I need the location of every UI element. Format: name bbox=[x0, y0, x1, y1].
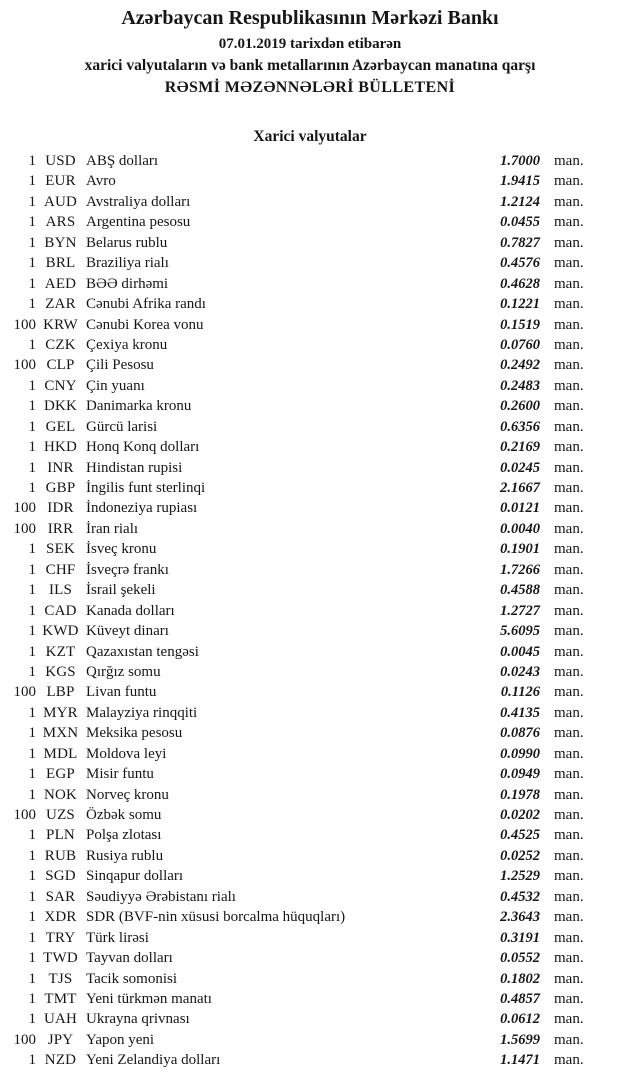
currency-rate-row bbox=[0, 478, 620, 498]
unit-label: man. bbox=[554, 377, 584, 394]
currency-rate-row bbox=[0, 1050, 620, 1070]
currency-rate-row bbox=[0, 907, 620, 927]
unit-label: man. bbox=[554, 643, 584, 660]
currency-rate-row bbox=[0, 294, 620, 314]
currency-rate-row bbox=[0, 580, 620, 600]
currency-code: CZK bbox=[45, 336, 76, 353]
rate-value: 0.1978 bbox=[500, 786, 540, 803]
currency-code: SGD bbox=[45, 868, 76, 885]
unit-label: man. bbox=[554, 663, 584, 680]
currency-rate-row bbox=[0, 396, 620, 416]
currency-name: Avstraliya dolları bbox=[86, 193, 191, 210]
unit-label: man. bbox=[554, 418, 584, 435]
rate-value: 0.0121 bbox=[500, 500, 540, 517]
currency-quantity: 1 bbox=[28, 541, 36, 558]
currency-quantity: 1 bbox=[28, 766, 36, 783]
rate-value: 0.0552 bbox=[500, 950, 540, 967]
rate-value: 0.1802 bbox=[500, 970, 540, 987]
currency-code: TJS bbox=[48, 970, 73, 987]
unit-label: man. bbox=[554, 316, 584, 333]
rate-value: 1.2124 bbox=[500, 193, 540, 210]
unit-label: man. bbox=[554, 214, 584, 231]
currency-quantity: 1 bbox=[28, 990, 36, 1007]
unit-label: man. bbox=[554, 336, 584, 353]
unit-label: man. bbox=[554, 275, 584, 292]
unit-label: man. bbox=[554, 786, 584, 803]
unit-label: man. bbox=[554, 234, 584, 251]
page-title: Azərbaycan Respublikasının Mərkəzi Bankı bbox=[121, 7, 499, 29]
currency-name: Çili Pesosu bbox=[86, 357, 154, 374]
currency-name: Ukrayna qrivnası bbox=[86, 1011, 190, 1028]
currency-quantity: 1 bbox=[28, 173, 36, 190]
currency-rate-row bbox=[0, 785, 620, 805]
currency-rates-table bbox=[0, 151, 620, 1071]
currency-name: Hindistan rupisi bbox=[86, 459, 183, 476]
currency-code: KGS bbox=[45, 663, 76, 680]
currency-name: Tayvan dolları bbox=[86, 950, 173, 967]
currency-name: Küveyt dinarı bbox=[86, 623, 169, 640]
currency-quantity: 1 bbox=[28, 234, 36, 251]
currency-code: NOK bbox=[43, 786, 78, 803]
currency-name: Livan funtu bbox=[86, 684, 157, 701]
currency-code: GEL bbox=[45, 418, 76, 435]
currency-name: Gürcü larisi bbox=[86, 418, 158, 435]
currency-name: ABŞ dolları bbox=[86, 153, 159, 169]
currency-rate-row bbox=[0, 560, 620, 580]
rate-value: 0.4525 bbox=[500, 827, 540, 844]
currency-quantity: 100 bbox=[13, 357, 36, 374]
currency-name: Yapon yeni bbox=[86, 1031, 155, 1048]
currency-quantity: 1 bbox=[28, 786, 36, 803]
section-title-foreign-currencies: Xarici valyutalar bbox=[253, 128, 367, 145]
currency-code: KRW bbox=[43, 316, 78, 333]
unit-label: man. bbox=[554, 398, 584, 415]
currency-code: DKK bbox=[43, 398, 78, 415]
rate-value: 0.4135 bbox=[500, 704, 540, 721]
unit-label: man. bbox=[554, 909, 584, 926]
currency-code: TWD bbox=[43, 950, 78, 967]
currency-rate-row bbox=[0, 621, 620, 641]
rate-value: 1.2727 bbox=[500, 602, 540, 619]
rate-value: 0.0876 bbox=[500, 725, 540, 742]
currency-code: MDL bbox=[43, 745, 78, 762]
currency-code: SAR bbox=[45, 888, 76, 905]
unit-label: man. bbox=[554, 480, 584, 496]
currency-rate-row bbox=[0, 744, 620, 764]
currency-name: Çin yuanı bbox=[86, 377, 145, 394]
currency-rate-row bbox=[0, 948, 620, 968]
rate-value: 0.2492 bbox=[500, 357, 540, 374]
unit-label: man. bbox=[554, 193, 584, 210]
rate-value: 2.3643 bbox=[500, 909, 540, 926]
currency-quantity: 1 bbox=[28, 153, 36, 169]
currency-rate-row bbox=[0, 1009, 620, 1029]
currency-name: Meksika pesosu bbox=[86, 725, 183, 742]
currency-rate-row bbox=[0, 825, 620, 845]
rate-value: 0.0252 bbox=[500, 847, 540, 864]
currency-rate-row bbox=[0, 703, 620, 723]
currency-quantity: 1 bbox=[28, 296, 36, 313]
rate-value: 0.4588 bbox=[500, 582, 540, 599]
currency-rate-row bbox=[0, 458, 620, 478]
unit-label: man. bbox=[554, 255, 584, 272]
currency-name: Argentina pesosu bbox=[86, 214, 191, 231]
unit-label: man. bbox=[554, 357, 584, 374]
currency-code: XDR bbox=[44, 909, 77, 926]
rate-value: 0.4857 bbox=[500, 990, 540, 1007]
currency-quantity: 1 bbox=[28, 602, 36, 619]
rate-value: 0.0245 bbox=[500, 459, 540, 476]
rate-value: 0.0949 bbox=[500, 766, 540, 783]
currency-rate-row bbox=[0, 171, 620, 191]
currency-code: BRL bbox=[45, 255, 76, 272]
currency-rate-row bbox=[0, 601, 620, 621]
currency-code: MXN bbox=[42, 725, 79, 742]
currency-name: Danimarka kronu bbox=[86, 398, 192, 415]
currency-code: CLP bbox=[46, 357, 75, 374]
currency-code: SEK bbox=[46, 541, 75, 558]
currency-quantity: 1 bbox=[28, 275, 36, 292]
currency-quantity: 1 bbox=[28, 193, 36, 210]
currency-name: Kanada dolları bbox=[86, 602, 175, 619]
currency-quantity: 1 bbox=[28, 459, 36, 476]
unit-label: man. bbox=[554, 1011, 584, 1028]
currency-name: Cənubi Afrika randı bbox=[86, 296, 206, 313]
currency-rate-row bbox=[0, 662, 620, 682]
currency-code: UAH bbox=[43, 1011, 78, 1028]
rate-value: 2.1667 bbox=[500, 480, 540, 496]
currency-code: ZAR bbox=[45, 296, 76, 313]
unit-label: man. bbox=[554, 439, 584, 456]
unit-label: man. bbox=[554, 704, 584, 721]
effective-date-line: 07.01.2019 tarixdən etibarən bbox=[218, 36, 402, 52]
currency-code: GBP bbox=[45, 480, 76, 496]
rate-value: 0.1519 bbox=[500, 316, 540, 333]
unit-label: man. bbox=[554, 888, 584, 905]
currency-name: Türk lirəsi bbox=[86, 929, 149, 946]
currency-quantity: 1 bbox=[28, 623, 36, 640]
currency-name: Sinqapur dolları bbox=[86, 868, 184, 885]
unit-label: man. bbox=[554, 1052, 584, 1069]
currency-quantity: 1 bbox=[28, 950, 36, 967]
unit-label: man. bbox=[554, 807, 584, 823]
currency-quantity: 1 bbox=[28, 214, 36, 231]
currency-name: Belarus rublu bbox=[86, 234, 168, 251]
currency-quantity: 1 bbox=[28, 888, 36, 905]
currency-name: Tacik somonisi bbox=[86, 970, 178, 987]
unit-label: man. bbox=[554, 827, 584, 844]
rate-value: 0.4576 bbox=[500, 255, 540, 272]
currency-rate-row bbox=[0, 253, 620, 273]
currency-code: JPY bbox=[47, 1031, 74, 1048]
currency-quantity: 1 bbox=[28, 377, 36, 394]
rate-value: 1.7266 bbox=[500, 561, 540, 578]
currency-code: CAD bbox=[44, 602, 77, 619]
currency-rate-row bbox=[0, 315, 620, 335]
rate-value: 0.0202 bbox=[500, 807, 540, 823]
rate-value: 1.7000 bbox=[500, 153, 540, 169]
unit-label: man. bbox=[554, 623, 584, 640]
unit-label: man. bbox=[554, 459, 584, 476]
currency-rate-row bbox=[0, 274, 620, 294]
rate-value: 0.0990 bbox=[500, 745, 540, 762]
rate-value: 0.2600 bbox=[500, 398, 540, 415]
currency-rate-row bbox=[0, 764, 620, 784]
currency-name: BƏƏ dirhəmi bbox=[86, 275, 169, 292]
rate-value: 0.0760 bbox=[500, 336, 540, 353]
currency-name: Moldova leyi bbox=[86, 745, 167, 762]
currency-code: EGP bbox=[46, 766, 75, 783]
currency-quantity: 1 bbox=[28, 439, 36, 456]
currency-rate-row bbox=[0, 928, 620, 948]
currency-quantity: 1 bbox=[28, 847, 36, 864]
currency-name: Yeni türkmən manatı bbox=[86, 990, 212, 1007]
unit-label: man. bbox=[554, 500, 584, 517]
currency-rate-row bbox=[0, 233, 620, 253]
currency-quantity: 100 bbox=[13, 520, 36, 537]
rate-value: 0.0612 bbox=[500, 1011, 540, 1028]
currency-rate-row bbox=[0, 682, 620, 702]
unit-label: man. bbox=[554, 847, 584, 864]
currency-rate-row bbox=[0, 437, 620, 457]
rate-value: 1.2529 bbox=[500, 868, 540, 885]
currency-rate-row bbox=[0, 1030, 620, 1050]
unit-label: man. bbox=[554, 582, 584, 599]
currency-quantity: 1 bbox=[28, 929, 36, 946]
unit-label: man. bbox=[554, 970, 584, 987]
unit-label: man. bbox=[554, 745, 584, 762]
currency-name: İndoneziya rupiası bbox=[86, 500, 198, 517]
currency-name: İsveç kronu bbox=[86, 541, 157, 558]
currency-quantity: 1 bbox=[28, 868, 36, 885]
rate-value: 0.6356 bbox=[500, 418, 540, 435]
currency-code: USD bbox=[45, 153, 76, 169]
unit-label: man. bbox=[554, 990, 584, 1007]
currency-code: ILS bbox=[48, 582, 73, 599]
unit-label: man. bbox=[554, 950, 584, 967]
currency-quantity: 100 bbox=[13, 316, 36, 333]
currency-quantity: 100 bbox=[13, 1031, 36, 1048]
currency-rate-row bbox=[0, 642, 620, 662]
unit-label: man. bbox=[554, 868, 584, 885]
currency-quantity: 1 bbox=[28, 663, 36, 680]
currency-name: Avro bbox=[86, 173, 116, 190]
currency-code: IDR bbox=[47, 500, 74, 517]
unit-label: man. bbox=[554, 153, 584, 169]
currency-name: SDR (BVF-nin xüsusi borcalma hüquqları) bbox=[86, 909, 346, 926]
currency-code: TMT bbox=[44, 990, 77, 1007]
currency-name: Polşa zlotası bbox=[86, 827, 162, 844]
currency-code: MYR bbox=[43, 704, 78, 721]
currency-name: Braziliya rialı bbox=[86, 255, 169, 272]
currency-name: İsveçrə frankı bbox=[86, 561, 169, 578]
currency-name: Honq Konq dolları bbox=[86, 439, 200, 456]
currency-rate-row bbox=[0, 212, 620, 232]
currency-name: Misir funtu bbox=[86, 766, 154, 783]
currency-name: Qazaxıstan tengəsi bbox=[86, 643, 199, 660]
rate-value: 0.0045 bbox=[500, 643, 540, 660]
currency-code: CNY bbox=[44, 377, 77, 394]
currency-code: KWD bbox=[42, 623, 79, 640]
currency-rate-row bbox=[0, 335, 620, 355]
rate-value: 0.0243 bbox=[500, 663, 540, 680]
unit-label: man. bbox=[554, 929, 584, 946]
rate-value: 5.6095 bbox=[500, 623, 540, 640]
currency-code: LBP bbox=[46, 684, 75, 701]
rate-value: 0.1221 bbox=[500, 296, 540, 313]
currency-rate-row bbox=[0, 969, 620, 989]
currency-code: BYN bbox=[44, 234, 77, 251]
rate-value: 0.4628 bbox=[500, 275, 540, 292]
currency-quantity: 1 bbox=[28, 745, 36, 762]
currency-name: Səudiyyə Ərəbistanı rialı bbox=[86, 888, 236, 905]
bulletin-subtitle: xarici valyutaların və bank metallarının Azərbaycan manatına qarşı bbox=[84, 57, 536, 74]
currency-rate-row bbox=[0, 723, 620, 743]
currency-rate-row bbox=[0, 989, 620, 1009]
unit-label: man. bbox=[554, 561, 584, 578]
currency-name: Malayziya rinqqiti bbox=[86, 704, 198, 721]
unit-label: man. bbox=[554, 296, 584, 313]
unit-label: man. bbox=[554, 602, 584, 619]
currency-code: KZT bbox=[45, 643, 76, 660]
currency-code: RUB bbox=[44, 847, 77, 864]
rate-value: 1.1471 bbox=[500, 1052, 540, 1069]
rate-value: 0.3191 bbox=[500, 929, 540, 946]
currency-rate-row bbox=[0, 417, 620, 437]
currency-quantity: 1 bbox=[28, 643, 36, 660]
rate-value: 1.9415 bbox=[500, 173, 540, 190]
currency-rate-row bbox=[0, 519, 620, 539]
currency-name: İngilis funt sterlinqi bbox=[86, 480, 206, 496]
currency-quantity: 1 bbox=[28, 255, 36, 272]
rate-value: 0.1126 bbox=[500, 684, 540, 701]
rate-value: 0.2483 bbox=[500, 377, 540, 394]
currency-rate-row bbox=[0, 887, 620, 907]
rate-value: 0.7827 bbox=[500, 234, 540, 251]
currency-rate-row bbox=[0, 151, 620, 171]
currency-quantity: 1 bbox=[28, 1011, 36, 1028]
currency-code: HKD bbox=[43, 439, 78, 456]
rate-value: 0.2169 bbox=[500, 439, 540, 456]
currency-name: Norveç kronu bbox=[86, 786, 169, 803]
rate-value: 1.5699 bbox=[500, 1031, 540, 1048]
currency-rate-row bbox=[0, 866, 620, 886]
currency-code: PLN bbox=[46, 827, 75, 844]
bulletin-title: RƏSMİ MƏZƏNNƏLƏRİ BÜLLETENİ bbox=[164, 79, 456, 96]
currency-rate-row bbox=[0, 355, 620, 375]
currency-rate-row bbox=[0, 498, 620, 518]
currency-code: CHF bbox=[45, 561, 76, 578]
unit-label: man. bbox=[554, 725, 584, 742]
currency-quantity: 1 bbox=[28, 398, 36, 415]
currency-code: ARS bbox=[45, 214, 76, 231]
currency-quantity: 1 bbox=[28, 1052, 36, 1069]
currency-code: INR bbox=[47, 459, 74, 476]
currency-rate-row bbox=[0, 846, 620, 866]
unit-label: man. bbox=[554, 1031, 584, 1048]
unit-label: man. bbox=[554, 173, 584, 190]
currency-rate-row bbox=[0, 376, 620, 396]
currency-quantity: 1 bbox=[28, 561, 36, 578]
rate-value: 0.0040 bbox=[500, 520, 540, 537]
currency-quantity: 1 bbox=[28, 582, 36, 599]
currency-name: Özbək somu bbox=[86, 807, 162, 823]
currency-rate-row bbox=[0, 192, 620, 212]
rate-value: 0.4532 bbox=[500, 888, 540, 905]
currency-code: NZD bbox=[44, 1052, 77, 1069]
currency-quantity: 1 bbox=[28, 480, 36, 496]
currency-rate-row bbox=[0, 539, 620, 559]
currency-code: EUR bbox=[45, 173, 76, 190]
currency-name: Cənubi Korea vonu bbox=[86, 316, 204, 333]
currency-quantity: 1 bbox=[28, 970, 36, 987]
unit-label: man. bbox=[554, 766, 584, 783]
currency-quantity: 100 bbox=[13, 684, 36, 701]
currency-quantity: 100 bbox=[13, 500, 36, 517]
rate-value: 0.1901 bbox=[500, 541, 540, 558]
currency-name: Rusiya rublu bbox=[86, 847, 164, 864]
currency-code: UZS bbox=[46, 807, 75, 823]
currency-code: AED bbox=[44, 275, 77, 292]
currency-quantity: 1 bbox=[28, 725, 36, 742]
currency-quantity: 100 bbox=[13, 807, 36, 823]
currency-quantity: 1 bbox=[28, 336, 36, 353]
unit-label: man. bbox=[554, 520, 584, 537]
unit-label: man. bbox=[554, 684, 584, 701]
currency-code: IRR bbox=[47, 520, 74, 537]
currency-quantity: 1 bbox=[28, 418, 36, 435]
rate-value: 0.0455 bbox=[500, 214, 540, 231]
currency-name: Yeni Zelandiya dolları bbox=[86, 1052, 221, 1069]
currency-code: AUD bbox=[43, 193, 78, 210]
currency-name: İsrail şekeli bbox=[86, 582, 156, 599]
currency-quantity: 1 bbox=[28, 704, 36, 721]
currency-name: Çexiya kronu bbox=[86, 336, 168, 353]
currency-quantity: 1 bbox=[28, 909, 36, 926]
currency-quantity: 1 bbox=[28, 827, 36, 844]
unit-label: man. bbox=[554, 541, 584, 558]
currency-name: İran rialı bbox=[86, 520, 139, 537]
currency-name: Qırğız somu bbox=[86, 663, 161, 680]
currency-code: TRY bbox=[45, 929, 76, 946]
currency-rate-row bbox=[0, 805, 620, 825]
